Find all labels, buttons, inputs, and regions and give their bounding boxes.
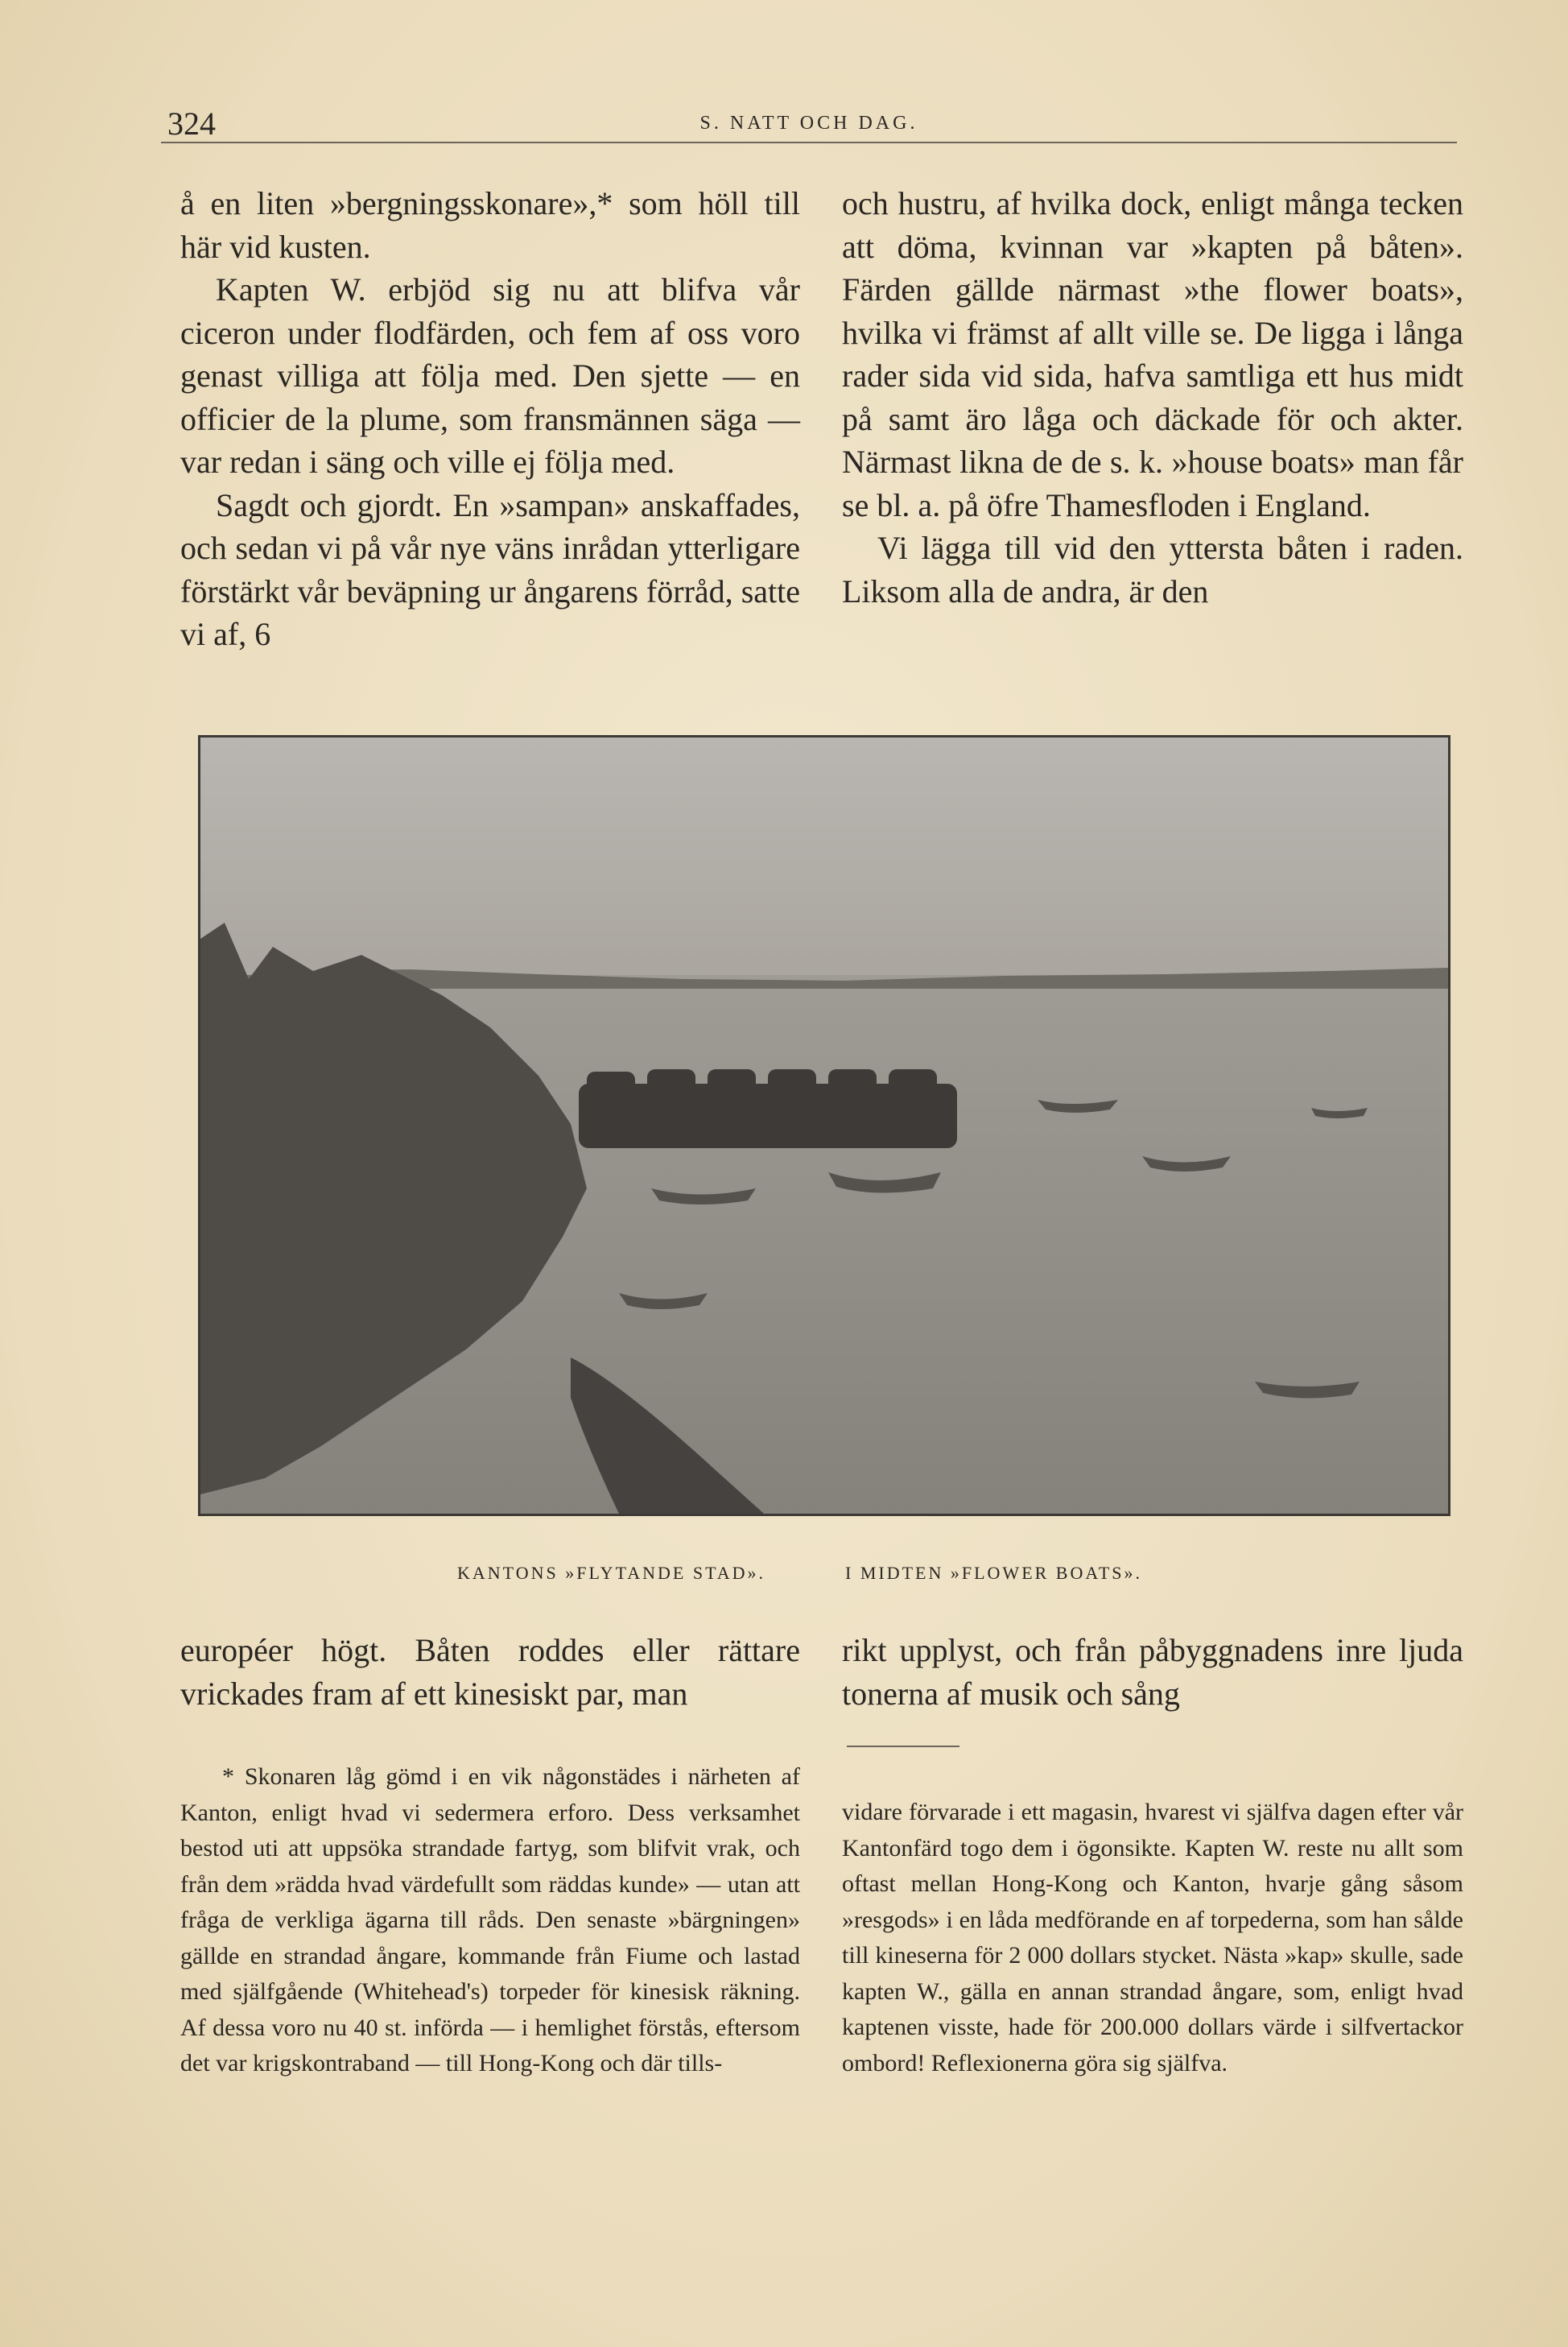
column-left-bottom bbox=[180, 1629, 800, 1715]
figure-caption-left: KANTONS »FLYTANDE STAD». bbox=[457, 1563, 766, 1583]
paragraph: Vi lägga till vid den yttersta båten i raden. Liksom alla de andra, är den bbox=[842, 530, 1463, 609]
harbor-photo-illustration bbox=[200, 738, 1448, 1514]
figure-caption-right: I MIDTEN »FLOWER BOATS». bbox=[845, 1563, 1142, 1583]
paragraph: rikt upplyst, och från påbyggnadens inre ljuda tonerna af musik och sång bbox=[842, 1632, 1463, 1712]
page-number: 324 bbox=[167, 105, 216, 142]
footnote-left bbox=[180, 1735, 800, 2106]
paragraph: européer högt. Båten roddes eller rättare vrickades fram af ett kinesiskt par, man bbox=[180, 1632, 800, 1712]
column-right-bottom bbox=[842, 1629, 1463, 1715]
column-right-top bbox=[842, 182, 1463, 613]
harbor-photograph bbox=[198, 735, 1450, 1516]
running-title: S. NATT OCH DAG. bbox=[699, 113, 918, 134]
sky bbox=[200, 738, 1448, 979]
footnote-text: * Skonaren låg gömd i en vik någonstädes i närheten af Kanton, enligt hvad vi sedermera erforo. Dess verksamhet bestod uti att uppsöka strandade fartyg, som blifvit vrak, och från dem »rädda hvad värdefullt som räddas kunde» — utan att fråga de verkliga ägarna till råds. Den senaste »bärgningen» gällde en strandad ångare, kommande från Fiume och lastad med själfgående (Whitehead's) torpeder för kinesisk räkning. Af dessa voro nu 40 st. införda — i hemlighet förstås, eftersom det var krigskontraband — till Hong-Kong och där tills- bbox=[180, 1763, 800, 2076]
paragraph: å en liten »bergningsskonare»,* som höll till här vid kusten. bbox=[180, 185, 800, 265]
footnote-text: vidare förvarade i ett magasin, hvarest vi själfva dagen efter vår Kantonfärd togo dem i ögonsikte. Kapten W. reste nu allt som oftast mellan Hong-Kong och Kanton, hvarje gång såsom »resgods» i en låda medförande en af torpederna, som han sålde till kineserna för 2 000 dollars stycket. Nästa »kap» skulle, sade kapten W., gälla en annan strandad ångare, som, enligt hvad kaptenen visste, hade för 200.000 dollars värde i silfvertackor ombord! Reflexionerna göra sig själfva. bbox=[842, 1799, 1463, 2076]
page-header bbox=[161, 103, 1457, 143]
column-left-top bbox=[180, 182, 800, 656]
paragraph: Kapten W. erbjöd sig nu att blifva vår ciceron under flodfärden, och fem af oss voro genast villiga att följa med. Den sjette — en officier de la plume, som fransmännen säga — var redan i säng och ville ej följa med. bbox=[180, 271, 800, 480]
paragraph: och hustru, af hvilka dock, enligt många tecken att döma, kvinnan var »kapten på båten». Färden gällde närmast »the flower boats», hvilka vi främst af allt ville se. De ligga i långa rader sida vid sida, hafva samtliga ett hus midt på samt äro låga och däckade för och akter. Närmast likna de de s. k. »house boats» man får se bl. a. på öfre Thamesfloden i England. bbox=[842, 185, 1463, 523]
footnote-divider bbox=[847, 1746, 959, 1747]
paragraph: Sagdt och gjordt. En »sampan» anskaffades, och sedan vi på vår nye väns inrådan ytterligare förstärkt vår beväpning ur ångarens förråd, satte vi af, 6 bbox=[180, 486, 800, 652]
footnote-right bbox=[842, 1771, 1463, 2105]
